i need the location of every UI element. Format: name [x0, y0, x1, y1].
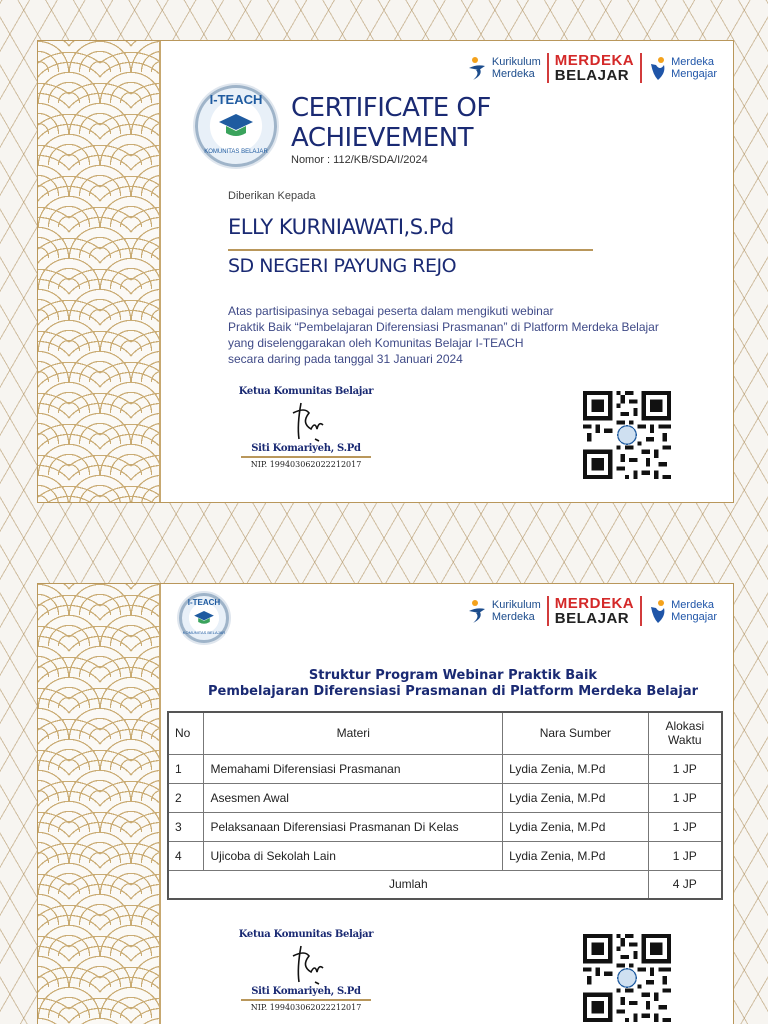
title-line-2: ACHIEVEMENT [291, 123, 474, 153]
header-waktu: Waktu [668, 733, 702, 748]
recipient-school: SD NEGERI PAYUNG REJO [228, 255, 457, 277]
merdeka-belajar-line-1: MERDEKA [554, 595, 635, 612]
name-underline [228, 249, 593, 251]
graduation-cap-icon [193, 609, 215, 627]
cell-materi: Memahami Diferensiasi Prasmanan [204, 754, 503, 783]
table-row [168, 783, 722, 812]
table-total-row [168, 870, 722, 899]
total-value: 4 JP [648, 870, 722, 899]
table-row [168, 841, 722, 870]
art-deco-pattern [38, 41, 161, 502]
logo-divider [547, 53, 549, 83]
iteach-seal [179, 593, 229, 643]
qr-code [583, 934, 671, 1022]
kurikulum-figure-icon [467, 598, 489, 624]
cell-materi: Pelaksanaan Diferensiasi Prasmanan Di Kelas [204, 812, 503, 841]
seal-ring-text: KOMUNITAS BELAJAR [204, 149, 268, 155]
kurikulum-line-2: Merdeka [491, 68, 535, 80]
cell-no: 2 [168, 783, 204, 812]
merdeka-belajar-line-2: BELAJAR [554, 67, 630, 84]
kurikulum-line-1: Kurikulum [491, 56, 541, 68]
description-line: Atas partisipasinya sebagai peserta dalam mengikuti webinar [228, 304, 554, 318]
logo-divider [640, 596, 642, 626]
signature-block [231, 386, 381, 469]
mengajar-figure-icon [648, 598, 668, 624]
cell-waktu: 1 JP [648, 754, 722, 783]
mengajar-line-1: Merdeka [671, 599, 714, 611]
given-to-label: Diberikan Kepada [228, 190, 316, 202]
mengajar-line-1: Merdeka [671, 56, 714, 68]
cell-no: 3 [168, 812, 204, 841]
seal-ring-text: KOMUNITAS BELAJAR [182, 630, 226, 635]
header-alokasi: Alokasi [665, 719, 705, 734]
header-nara-sumber: Nara Sumber [503, 712, 648, 754]
signer-nip: NIP. 199403062022212017 [250, 459, 362, 469]
title-line-1: CERTIFICATE OF [291, 93, 491, 123]
header-no: No [168, 712, 204, 754]
cell-nara-sumber: Lydia Zenia, M.Pd [503, 754, 648, 783]
signature-block [231, 929, 381, 1012]
description-line: secara daring pada tanggal 31 Januari 2024 [228, 352, 463, 366]
merdeka-belajar-line-2: BELAJAR [554, 610, 630, 627]
total-label: Jumlah [168, 870, 648, 899]
handwritten-signature [271, 942, 341, 990]
program-table [167, 711, 723, 900]
mengajar-line-2: Mengajar [671, 611, 717, 623]
kurikulum-line-2: Merdeka [491, 611, 535, 623]
program-title-line-2: Pembelajaran Diferensiasi Prasmanan di Platform Merdeka Belajar [207, 684, 699, 699]
signer-name: Siti Komariyeh, S.Pd [251, 986, 361, 997]
partner-logos [467, 596, 717, 626]
kurikulum-merdeka-logo [467, 55, 541, 81]
signer-role: Ketua Komunitas Belajar [238, 929, 374, 940]
cell-nara-sumber: Lydia Zenia, M.Pd [503, 841, 648, 870]
logo-divider [547, 596, 549, 626]
certificate-page [37, 40, 734, 503]
table-row [168, 812, 722, 841]
description-line: yang diselenggarakan oleh Komunitas Belajar I-TEACH [228, 336, 524, 350]
cell-waktu: 1 JP [648, 783, 722, 812]
merdeka-mengajar-logo [648, 55, 717, 81]
merdeka-mengajar-logo [648, 598, 717, 624]
handwritten-signature [271, 399, 341, 447]
description-line: Praktik Baik “Pembelajaran Diferensiasi Prasmanan” di Platform Merdeka Belajar [228, 320, 659, 334]
kurikulum-figure-icon [467, 55, 489, 81]
cell-no: 4 [168, 841, 204, 870]
mengajar-figure-icon [648, 55, 668, 81]
cell-no: 1 [168, 754, 204, 783]
signer-nip: NIP. 199403062022212017 [250, 1002, 362, 1012]
mengajar-line-2: Mengajar [671, 68, 717, 80]
qr-code-icon [583, 391, 671, 479]
logo-divider [640, 53, 642, 83]
qr-code-icon [583, 934, 671, 1022]
merdeka-belajar-logo [555, 596, 634, 626]
table-row [168, 754, 722, 783]
seal-name: I-TEACH [187, 598, 221, 607]
partner-logos [467, 53, 717, 83]
cell-waktu: 1 JP [648, 812, 722, 841]
signature-underline [241, 456, 371, 458]
signer-name: Siti Komariyeh, S.Pd [251, 443, 361, 454]
merdeka-belajar-line-1: MERDEKA [554, 52, 635, 69]
kurikulum-line-1: Kurikulum [491, 599, 541, 611]
table-header-row [168, 712, 722, 754]
cell-waktu: 1 JP [648, 841, 722, 870]
signer-role: Ketua Komunitas Belajar [238, 386, 374, 397]
cell-nara-sumber: Lydia Zenia, M.Pd [503, 783, 648, 812]
recipient-name: ELLY KURNIAWATI,S.Pd [228, 215, 454, 239]
kurikulum-merdeka-logo [467, 598, 541, 624]
header-materi: Materi [204, 712, 503, 754]
certificate-title [291, 93, 491, 153]
program-title-line-1: Struktur Program Webinar Praktik Baik [308, 668, 598, 683]
iteach-seal [195, 85, 277, 167]
graduation-cap-icon [217, 111, 255, 141]
merdeka-belajar-logo [555, 53, 634, 83]
qr-code [583, 391, 671, 479]
header-alokasi-waktu [648, 712, 722, 754]
cell-nara-sumber: Lydia Zenia, M.Pd [503, 812, 648, 841]
cell-materi: Asesmen Awal [204, 783, 503, 812]
signature-underline [241, 999, 371, 1001]
seal-name: I-TEACH [209, 92, 263, 107]
certificate-description [228, 303, 659, 367]
program-title [198, 668, 708, 700]
program-page [37, 583, 734, 1024]
art-deco-pattern [38, 584, 161, 1024]
certificate-number: Nomor : 112/KB/SDA/I/2024 [291, 154, 428, 166]
cell-materi: Ujicoba di Sekolah Lain [204, 841, 503, 870]
